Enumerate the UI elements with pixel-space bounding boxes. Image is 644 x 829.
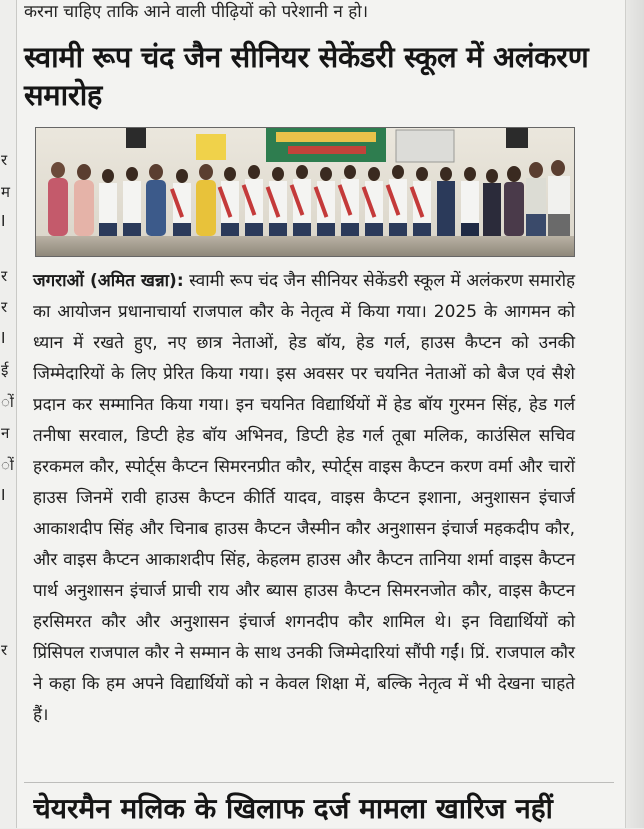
gutter-char: I bbox=[1, 486, 6, 504]
gutter-char: र bbox=[1, 298, 8, 316]
gutter-char: ों bbox=[1, 456, 14, 474]
article-body bbox=[33, 266, 575, 731]
gutter-char: र bbox=[1, 641, 8, 659]
ceremony-photo-illustration bbox=[36, 128, 574, 256]
gutter-char: ई bbox=[1, 361, 9, 379]
article-headline: स्वामी रूप चंद जैन सीनियर सेकेंडरी स्कूल में अलंकरण समारोह bbox=[24, 40, 589, 112]
gutter-char: ों bbox=[1, 393, 14, 411]
page-fold-edge bbox=[625, 0, 644, 828]
next-article-headline: चेयरमैन मलिक के खिलाफ दर्ज मामला खारिज नहीं bbox=[33, 792, 553, 825]
column-divider bbox=[24, 782, 614, 783]
previous-article-text: करना चाहिए ताकि आने वाली पीढ़ियों को परेशानी न हो। bbox=[24, 2, 369, 22]
gutter-char: म bbox=[1, 183, 10, 201]
gutter-char: र bbox=[1, 151, 8, 169]
article-body-text: स्वामी रूप चंद जैन सीनियर सेकेंडरी स्कूल में अलंकरण समारोह का आयोजन प्रधानाचार्या राजपाल कौर के नेतृत्व में किया गया। 2025 के आगमन को ध्यान में रखते हुए, नए छात्र नेताओं, हेड बॉय, हेड गर्ल, हाउस कैप्टन को उनकी जिम्मेदारियों के लिए प्रेरित किया गया। इस अवसर पर चयनित नेताओं को बैज एवं सैशे प्रदान कर सम्मानित किया गया। इन चयनित विद्यार्थियों में हेड बॉय गुरमन सिंह, हेड गर्ल तनीषा सरवाल, डिप्टी हेड बॉय अभिनव, डिप्टी हेड गर्ल तूबा मलिक, काउंसिल सचिव हरकमल कौर, स्पोर्ट्स कैप्टन सिमरनप्रीत कौर, स्पोर्ट्स वाइस कैप्टन करण वर्मा और चारों हाउस जिनमें रावी हाउस कैप्टन कीर्ति यादव, वाइस कैप्टन इशाना, अनुशासन इंचार्ज आकाशदीप सिंह और चिनाब हाउस कैप्टन जैस्मीन कौर अनुशासन इंचार्ज महकदीप कौर, और वाइस कैप्टन आकाशदीप सिंह, केहलम हाउस और कैप्टन तानिया शर्मा वाइस कैप्टन पार्थ अनुशासन इंचार्ज प्राची राय और ब्यास हाउस कैप्टन सिमरनजोत कौर, वाइस कैप्टन हरसिमरत कौर और अनुशासन इंचार्ज शगनदीप कौर शामिल थे। इन विद्यार्थियों को प्रिंसिपल राजपाल कौर ने सम्मान के साथ उनकी जिम्मेदारियां सौंपी गईं। प्रिं. राजपाल कौर ने कहा कि हम अपने विद्यार्थियों को न केवल शिक्षा में, बल्कि नेतृत्व में भी देखना चाहते हैं। bbox=[33, 271, 575, 725]
ceremony-photo bbox=[35, 127, 575, 257]
gutter-char: र bbox=[1, 267, 8, 285]
adjacent-column-edge bbox=[0, 0, 17, 828]
gutter-char: I bbox=[1, 212, 6, 230]
gutter-char: I bbox=[1, 329, 6, 347]
article-dateline: जगराओं (अमित खन्ना): bbox=[33, 271, 184, 291]
gutter-char: न bbox=[1, 424, 10, 442]
